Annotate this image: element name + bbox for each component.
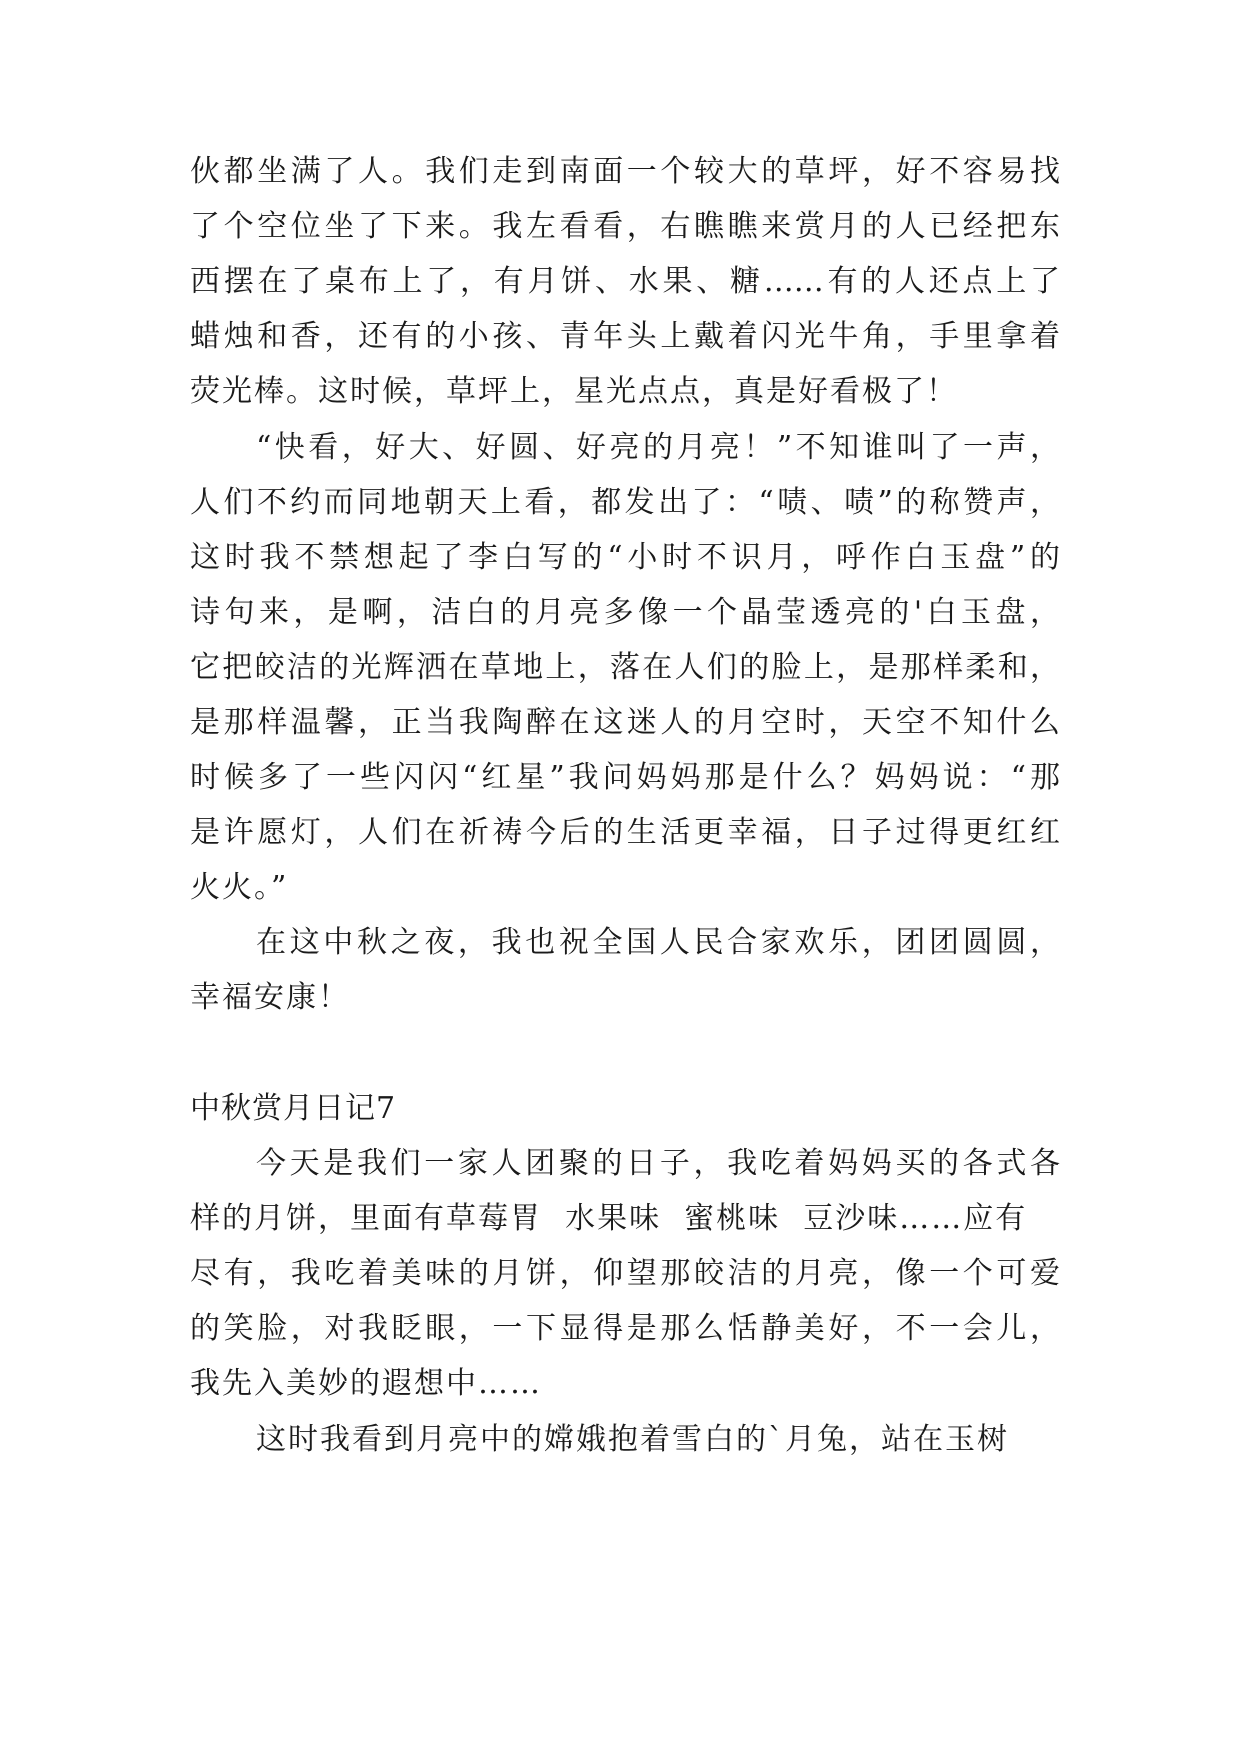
text-line: 诗句来，是啊，洁白的月亮多像一个晶莹透亮的'白玉盘， (190, 595, 1060, 630)
text-line: 是许愿灯，人们在祈祷今后的生活更幸福，日子过得更红红 (190, 815, 1060, 850)
text-line: 这时我看到月亮中的嫦娥抱着雪白的`月兔，站在玉树 (256, 1422, 1009, 1457)
text-line: 尽有，我吃着美味的月饼，仰望那皎洁的月亮，像一个可爱 (190, 1256, 1060, 1291)
text-line: 蜡烛和香，还有的小孩、青年头上戴着闪光牛角，手里拿着 (190, 319, 1060, 354)
text-line: 今天是我们一家人团聚的日子，我吃着妈妈买的各式各 (256, 1146, 1060, 1181)
text-line: 是那样温馨，正当我陶醉在这迷人的月空时，天空不知什么 (190, 705, 1060, 740)
text-line: 人们不约而同地朝天上看，都发出了：“啧、啧”的称赞声， (190, 485, 1060, 520)
text-line: 样的月饼，里面有草莓胃 水果味 蜜桃味 豆沙味……应有 (190, 1201, 1028, 1236)
text-line: 伙都坐满了人。我们走到南面一个较大的草坪，好不容易找 (190, 154, 1060, 189)
text-line: 西摆在了桌布上了，有月饼、水果、糖……有的人还点上了 (190, 264, 1060, 299)
text-line: 荧光棒。这时候，草坪上，星光点点，真是好看极了！ (190, 374, 958, 409)
text-line: 时候多了一些闪闪“红星”我问妈妈那是什么？妈妈说：“那 (190, 760, 1060, 795)
text-line: 我先入美妙的遐想中…… (190, 1366, 542, 1401)
section-title: 中秋赏月日记7 (190, 1091, 397, 1126)
text-line: 它把皎洁的光辉洒在草地上，落在人们的脸上，是那样柔和， (190, 650, 1060, 685)
text-line: 的笑脸，对我眨眼，一下显得是那么恬静美好，不一会儿， (190, 1311, 1060, 1346)
text-line: 了个空位坐了下来。我左看看，右瞧瞧来赏月的人已经把东 (190, 209, 1060, 244)
text-line: 幸福安康！ (190, 980, 350, 1015)
text-line: 这时我不禁想起了李白写的“小时不识月，呼作白玉盘”的 (190, 540, 1060, 575)
text-line: 火火。” (190, 870, 289, 905)
text-line: “快看，好大、好圆、好亮的月亮！”不知谁叫了一声， (256, 430, 1060, 465)
text-line: 在这中秋之夜，我也祝全国人民合家欢乐，团团圆圆， (256, 925, 1060, 960)
